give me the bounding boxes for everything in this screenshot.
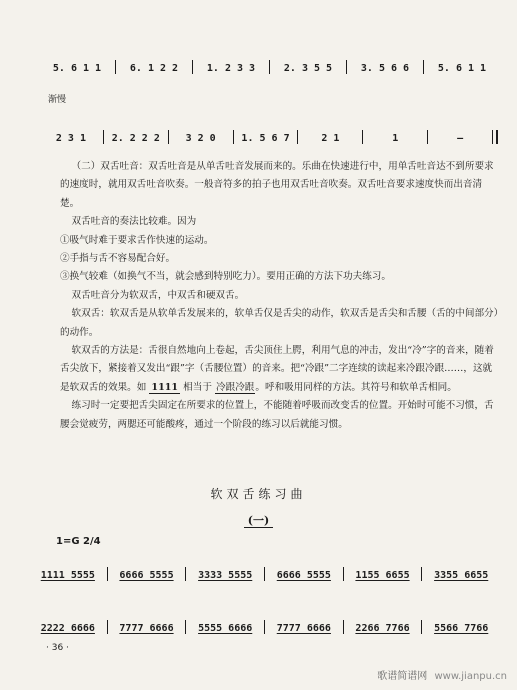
barline xyxy=(297,130,298,144)
barline xyxy=(362,130,363,144)
exercise-bar: 6666 5555 xyxy=(276,570,331,581)
barline xyxy=(346,60,347,74)
staff-bar: 5. 6 1 1 xyxy=(52,63,102,74)
watermark-name: 歌谱简谱网 xyxy=(377,671,428,682)
exercise-bar: 6666 5555 xyxy=(119,570,174,581)
staff-bar: 6. 1 2 2 xyxy=(129,63,179,74)
barline xyxy=(343,567,344,581)
staff-bar: 3 2 0 xyxy=(185,133,216,144)
paragraph: 双舌吐音分为软双舌，中双舌和硬双舌。 xyxy=(71,289,245,301)
barline xyxy=(185,567,186,581)
staff-bar: — xyxy=(457,133,464,144)
staff-bar: 1. 2 3 3 xyxy=(206,63,256,74)
paragraph: 练习时一定要把舌尖固定在所要求的位置上，不能随着呼吸而改变舌的位置。开始时可能不习惯，舌腰会觉疲劳，两腮还可能酸疼，通过一个阶段的练习以后就能习惯。 xyxy=(60,400,494,430)
exercise-bar: 3333 5555 xyxy=(198,570,253,581)
exercise-row-2 xyxy=(30,620,499,634)
staff-bar: 2 3 1 xyxy=(55,133,86,144)
exercise-row-1 xyxy=(30,567,499,581)
staff-row-2 xyxy=(40,130,499,144)
staff-bar: 2. 3 5 5 xyxy=(283,63,333,74)
barline xyxy=(264,567,265,581)
staff-row-1 xyxy=(40,60,499,74)
barline xyxy=(103,130,104,144)
syllable-example: 冷跟冷跟 xyxy=(216,381,255,393)
exercise-bar: 1111 5555 xyxy=(40,570,95,581)
exercise-bar: 3355 6655 xyxy=(434,570,489,581)
tempo-mark: 渐慢 xyxy=(48,95,67,105)
staff-bar: 1. 5 6 7 xyxy=(241,133,290,144)
paragraph-text: 相当于 xyxy=(183,381,212,393)
watermark-url: www.jianpu.cn xyxy=(434,671,507,682)
exercise-bar: 1155 6655 xyxy=(355,570,410,581)
barline xyxy=(264,620,265,634)
body-text xyxy=(60,158,500,434)
barline xyxy=(107,567,108,581)
list-item: ②手指与舌不容易配合好。 xyxy=(60,253,176,265)
exercise-bar: 5555 6666 xyxy=(198,623,253,634)
barline xyxy=(423,60,424,74)
staff-bar: 1 xyxy=(392,133,399,144)
paragraph: （二）双舌吐音：双舌吐音是从单舌吐音发展而来的。乐曲在快速进行中，用单舌吐音达不到所要求的速度时，就用双舌吐音吹奏。一般音符多的拍子也用双舌吐音吹奏。双舌吐音要求速度快而出音清楚。 xyxy=(60,161,494,209)
notation-example: 1111 xyxy=(151,381,179,393)
exercise-bar: 2266 7766 xyxy=(355,623,410,634)
watermark xyxy=(377,667,507,682)
barline xyxy=(427,130,428,144)
exercise-bar: 7777 6666 xyxy=(119,623,174,634)
barline xyxy=(421,567,422,581)
final-barline xyxy=(492,130,498,144)
staff-bar: 2. 2 2 2 xyxy=(111,133,160,144)
barline xyxy=(192,60,193,74)
list-item: ③换气较难（如换气不当，就会感到特别吃力）。要用正确的方法下功夫练习。 xyxy=(60,271,391,283)
section-subtitle-text: (一) xyxy=(244,514,273,528)
paragraph-text: 软双舌的方法是：舌很自然地向上卷起，舌尖顶住上腭，利用气息的冲击，发出“冷”字的音来，随着舌尖放下，紧接着又发出“跟”字（舌腰位置）的音来。把“冷跟”二字连续的读起来冷跟冷跟……，这就是软双舌的效果。如 xyxy=(60,345,494,393)
barline xyxy=(107,620,108,634)
paragraph: 双舌吐音的奏法比较难。因为 xyxy=(71,216,197,228)
page-number: · 36 · xyxy=(46,643,69,653)
key-signature: 1=G 2/4 xyxy=(56,536,101,547)
list-item: ①吸气时难于要求舌作快速的运动。 xyxy=(60,234,214,246)
paragraph-text: 。呼和吸用同样的方法。其符号和软单舌相同。 xyxy=(255,381,457,393)
barline xyxy=(269,60,270,74)
barline xyxy=(185,620,186,634)
paragraph: 软双舌：软双舌是从软单舌发展来的，软单舌仅是舌尖的动作，软双舌是舌尖和舌腰（舌的中间部分）的动作。 xyxy=(60,308,499,338)
barline xyxy=(115,60,116,74)
exercise-bar: 7777 6666 xyxy=(276,623,331,634)
barline xyxy=(233,130,234,144)
paragraph xyxy=(60,342,500,397)
staff-bar: 2 1 xyxy=(321,133,340,144)
barline xyxy=(421,620,422,634)
section-subtitle xyxy=(0,512,517,528)
section-title: 软双舌练习曲 xyxy=(210,487,307,501)
staff-bar: 3. 5 6 6 xyxy=(360,63,410,74)
exercise-bar: 2222 6666 xyxy=(40,623,95,634)
barline xyxy=(343,620,344,634)
exercise-bar: 5566 7766 xyxy=(434,623,489,634)
staff-bar: 5. 6 1 1 xyxy=(437,63,487,74)
barline xyxy=(168,130,169,144)
